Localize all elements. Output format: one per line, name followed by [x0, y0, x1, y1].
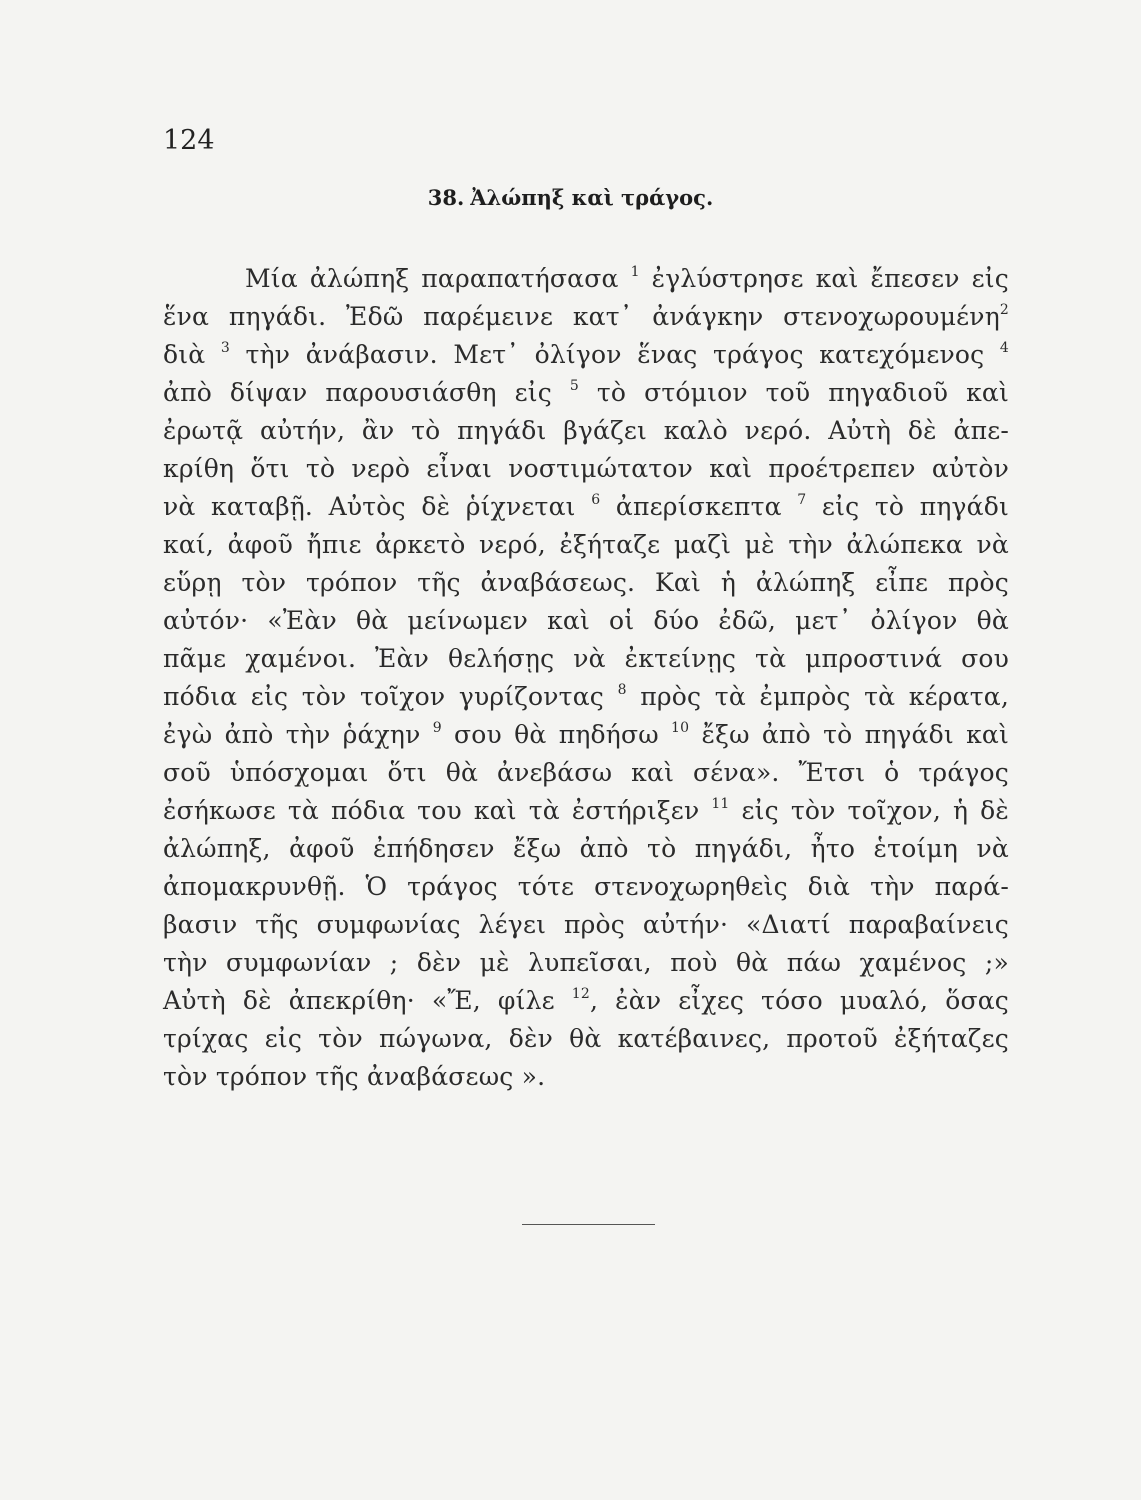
text-segment: ἀπερίσκεπτα: [600, 492, 798, 521]
story-number: 38.: [427, 185, 465, 210]
text-line: [163, 830, 1009, 868]
text-segment: , ἐὰν εἶχες τόσο μυαλό, ὅσας: [590, 986, 1009, 1015]
text-line: [163, 716, 1009, 754]
footnote-marker: 9: [432, 720, 442, 736]
text-segment: ἐρωτᾷ αὐτήν, ἂν τὸ πηγάδι βγάζει καλὸ νερό. Αὐτὴ δὲ ἀπε-: [163, 416, 1009, 445]
text-segment: εὕρῃ τὸν τρόπον τῆς ἀναβάσεως. Καὶ ἡ ἀλώπηξ εἶπε πρὸς: [163, 568, 1009, 597]
text-line: [163, 640, 1009, 678]
text-line: [163, 906, 1009, 944]
page-number: 124: [163, 125, 215, 156]
footnote-marker: 8: [617, 682, 627, 698]
text-line: [163, 944, 1009, 982]
text-line: [163, 602, 1009, 640]
footnote-marker: 5: [569, 378, 579, 394]
footnote-marker: 3: [220, 340, 230, 356]
text-line: [163, 488, 1009, 526]
text-line: [163, 260, 1009, 298]
text-segment: τὴν συμφωνίαν ; δὲν μὲ λυπεῖσαι, ποὺ θὰ πάω χαμένος ;»: [163, 948, 1009, 977]
footnote-marker: 10: [671, 720, 690, 736]
text-segment: ἔξω ἀπὸ τὸ πηγάδι καὶ: [689, 720, 1009, 749]
text-segment: πόδια εἰς τὸν τοῖχον γυρίζοντας: [163, 682, 618, 711]
text-segment: πρὸς τὰ ἐμπρὸς τὰ κέρατα,: [626, 682, 1010, 711]
text-line: [163, 1058, 1009, 1096]
text-segment: καί, ἀφοῦ ἤπιε ἀρκετὸ νερό, ἐξήταζε μαζὶ μὲ τὴν ἀλώπεκα νὰ: [163, 530, 1009, 559]
text-segment: εἰς τὸ πηγάδι: [806, 492, 1009, 521]
text-line: [163, 982, 1009, 1020]
footnote-marker: 11: [711, 796, 730, 812]
text-line: [163, 564, 1009, 602]
text-line: [163, 792, 1009, 830]
text-line: [163, 526, 1009, 564]
text-line: [163, 1020, 1009, 1058]
text-line: [163, 868, 1009, 906]
text-line: [163, 298, 1009, 336]
footnote-marker: 6: [591, 492, 601, 508]
text-segment: αὐτόν· «Ἐὰν θὰ μείνωμεν καὶ οἱ δύο ἐδῶ, μετ᾽ ὀλίγον θὰ: [163, 606, 1009, 635]
text-segment: εἰς τὸν τοῖχον, ἡ δὲ: [729, 796, 1009, 825]
text-segment: νὰ καταβῇ. Αὐτὸς δὲ ῥίχνεται: [163, 492, 592, 521]
text-segment: ἀλώπηξ, ἀφοῦ ἐπήδησεν ἔξω ἀπὸ τὸ πηγάδι, ἦτο ἑτοίμη νὰ: [163, 834, 1009, 863]
text-segment: ἀπομακρυνθῇ. Ὁ τράγος τότε στενοχωρηθεὶς διὰ τὴν παρά-: [163, 872, 1009, 901]
text-line: [163, 336, 1009, 374]
text-segment: σοῦ ὑπόσχομαι ὅτι θὰ ἀνεβάσω καὶ σένα». Ἔτσι ὁ τράγος: [163, 758, 1009, 787]
footnote-marker: 7: [797, 492, 807, 508]
text-segment: πᾶμε χαμένοι. Ἐὰν θελήσῃς νὰ ἐκτείνῃς τὰ μπροστινά σου: [163, 644, 1009, 673]
footnote-marker: 2: [999, 302, 1009, 318]
footnote-marker: 1: [630, 264, 640, 280]
text-segment: ἐγὼ ἀπὸ τὴν ῥάχην: [163, 720, 433, 749]
story-paragraph: [163, 260, 1009, 1096]
text-line: [163, 412, 1009, 450]
text-segment: Μία ἀλώπηξ παραπατήσασα: [245, 264, 631, 293]
story-title: [0, 183, 1141, 213]
text-segment: σου θὰ πηδήσω: [441, 720, 672, 749]
text-segment: βασιν τῆς συμφωνίας λέγει πρὸς αὐτήν· «Διατί παραβαίνεις: [163, 910, 1009, 939]
text-segment: κρίθη ὅτι τὸ νερὸ εἶναι νοστιμώτατον καὶ προέτρεπεν αὐτὸν: [163, 454, 1009, 483]
footnote-marker: 12: [571, 986, 590, 1002]
text-segment: τὸν τρόπον τῆς ἀναβάσεως ».: [163, 1062, 546, 1091]
text-line: [163, 754, 1009, 792]
text-line: [163, 450, 1009, 488]
text-segment: ἐγλύστρησε καὶ ἔπεσεν εἰς: [639, 264, 1009, 293]
text-segment: διὰ: [163, 340, 221, 369]
text-line: [163, 374, 1009, 412]
end-rule: [522, 1224, 655, 1225]
text-line: [163, 678, 1009, 716]
text-segment: τρίχας εἰς τὸν πώγωνα, δὲν θὰ κατέβαινες, προτοῦ ἐξήταζες: [163, 1024, 1009, 1053]
text-segment: τὸ στόμιον τοῦ πηγαδιοῦ καὶ: [578, 378, 1010, 407]
story-title-text: Ἀλώπηξ καὶ τράγος.: [470, 185, 714, 210]
text-segment: τὴν ἀνάβασιν. Μετ᾽ ὀλίγον ἕνας τράγος κατεχόμενος: [230, 340, 1000, 369]
text-segment: ἀπὸ δίψαν παρουσιάσθη εἰς: [163, 378, 570, 407]
text-segment: ἕνα πηγάδι. Ἐδῶ παρέμεινε κατ᾽ ἀνάγκην στενοχωρουμένη: [163, 302, 1000, 331]
footnote-marker: 4: [999, 340, 1010, 356]
text-segment: Αὐτὴ δὲ ἀπεκρίθη· «Ἔ, φίλε: [163, 986, 572, 1015]
text-segment: ἐσήκωσε τὰ πόδια του καὶ τὰ ἐστήριξεν: [163, 796, 712, 825]
